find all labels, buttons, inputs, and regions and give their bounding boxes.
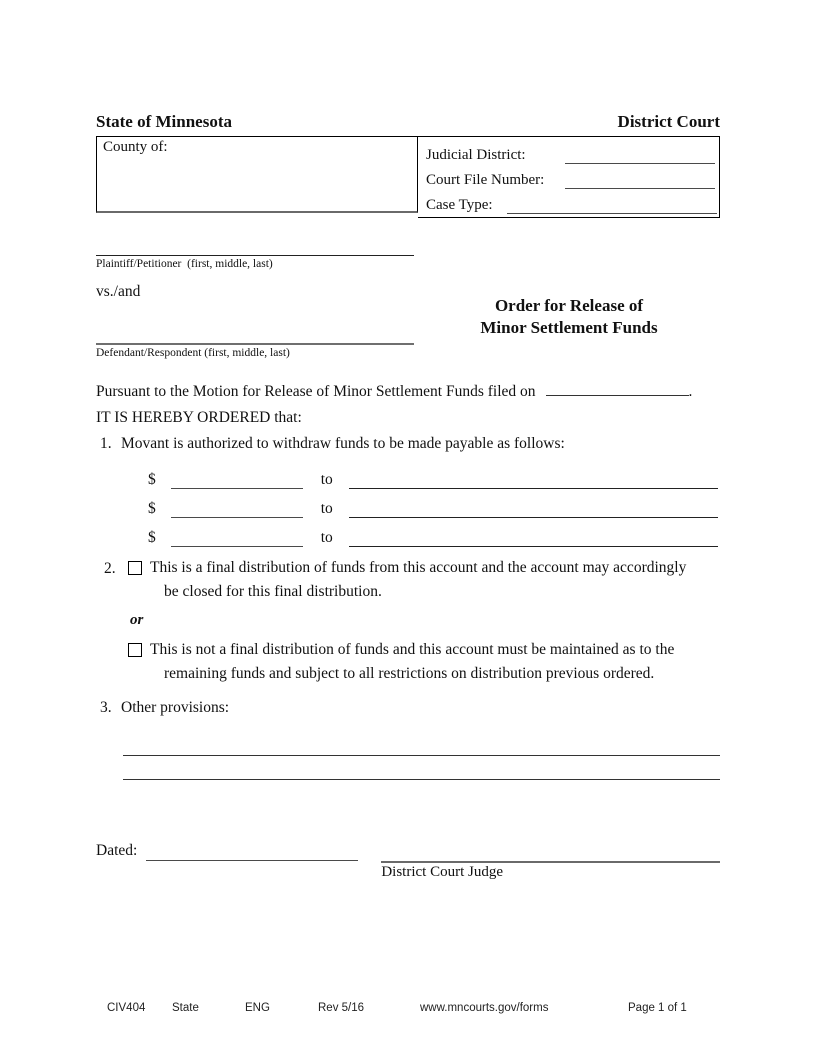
parties-column bbox=[96, 255, 418, 359]
dollar-sign-2: $ bbox=[148, 500, 156, 517]
not-final-distribution-text bbox=[150, 638, 674, 686]
pursuant-text: Pursuant to the Motion for Release of Minor Settlement Funds filed on bbox=[96, 383, 536, 400]
option-b-line2: remaining funds and subject to all restrictions on distribution previous ordered. bbox=[164, 665, 655, 682]
pursuant-period: . bbox=[688, 383, 693, 400]
item-3 bbox=[96, 695, 720, 721]
judicial-district-label: Judicial District: bbox=[426, 147, 526, 163]
county-cell bbox=[96, 137, 418, 213]
footer-page-number: Page 1 of 1 bbox=[628, 1002, 687, 1014]
final-distribution-option bbox=[128, 556, 720, 604]
court-file-number-label: Court File Number: bbox=[426, 172, 545, 188]
ordered-line: IT IS HEREBY ORDERED that: bbox=[96, 409, 302, 426]
not-final-distribution-checkbox[interactable] bbox=[128, 643, 142, 657]
not-final-distribution-option bbox=[128, 638, 720, 686]
pursuant-paragraph bbox=[96, 379, 720, 405]
judge-signature-field[interactable] bbox=[381, 842, 720, 863]
signature-section bbox=[96, 842, 720, 881]
state-title: State of Minnesota bbox=[96, 112, 232, 131]
footer-jurisdiction: State bbox=[172, 1002, 199, 1014]
form-header bbox=[96, 112, 720, 132]
parties-section bbox=[96, 255, 720, 359]
dated-field[interactable] bbox=[146, 842, 358, 861]
judge-label: District Court Judge bbox=[381, 864, 503, 880]
payment-row-3 bbox=[148, 518, 720, 547]
court-title: District Court bbox=[617, 112, 720, 131]
payee-field-2[interactable] bbox=[349, 513, 718, 518]
payment-row-1 bbox=[148, 460, 720, 489]
filed-on-date-field[interactable] bbox=[546, 382, 689, 396]
court-file-number-field[interactable] bbox=[565, 184, 715, 189]
form-content bbox=[96, 112, 720, 881]
other-provisions-field-1[interactable] bbox=[123, 755, 720, 756]
footer-language: ENG bbox=[245, 1002, 270, 1014]
footer-form-number: CIV404 bbox=[107, 1002, 146, 1014]
vs-label: vs./and bbox=[96, 283, 141, 300]
case-type-row bbox=[426, 189, 717, 214]
case-info-cell bbox=[418, 137, 720, 218]
case-type-field[interactable] bbox=[507, 209, 717, 214]
final-distribution-text bbox=[150, 556, 686, 604]
option-b-line1: This is not a final distribution of funds and this account must be maintained as to the bbox=[150, 641, 675, 658]
judicial-district-row bbox=[426, 139, 717, 164]
judge-signature-block bbox=[381, 842, 720, 881]
amount-field-3[interactable] bbox=[171, 542, 303, 547]
amount-field-2[interactable] bbox=[171, 513, 303, 518]
option-a-line1: This is a final distribution of funds from this account and the account may accordingly bbox=[150, 559, 687, 576]
item-2 bbox=[96, 556, 720, 686]
other-provisions-lines bbox=[123, 755, 720, 780]
form-title-line1: Order for Release of bbox=[494, 296, 644, 315]
or-label: or bbox=[130, 612, 144, 628]
form-footer bbox=[96, 1002, 720, 1020]
distribution-options bbox=[128, 556, 720, 686]
payment-row-2 bbox=[148, 489, 720, 518]
case-type-label: Case Type: bbox=[426, 197, 493, 213]
to-label-3: to bbox=[320, 529, 333, 546]
footer-website: www.mncourts.gov/forms bbox=[420, 1002, 549, 1014]
amount-field-1[interactable] bbox=[171, 484, 303, 489]
item-1-text: Movant is authorized to withdraw funds to be made payable as follows: bbox=[121, 435, 565, 452]
county-label: County of: bbox=[103, 139, 168, 155]
item-1-number: 1. bbox=[100, 435, 112, 452]
payee-field-1[interactable] bbox=[349, 484, 718, 489]
plaintiff-caption: Plaintiff/Petitioner (first, middle, last) bbox=[96, 258, 273, 270]
dollar-sign-1: $ bbox=[148, 471, 156, 488]
to-label-1: to bbox=[320, 471, 333, 488]
item-3-number: 3. bbox=[100, 699, 112, 716]
court-file-number-row bbox=[426, 164, 717, 189]
other-provisions-field-2[interactable] bbox=[123, 779, 720, 780]
footer-revision: Rev 5/16 bbox=[318, 1002, 365, 1014]
option-a-line2: be closed for this final distribution. bbox=[164, 583, 382, 600]
item-1 bbox=[96, 431, 720, 457]
form-title-line2: Minor Settlement Funds bbox=[480, 318, 658, 337]
caption-box bbox=[96, 136, 720, 218]
payee-field-3[interactable] bbox=[349, 542, 718, 547]
dated-label: Dated: bbox=[96, 842, 138, 859]
judicial-district-field[interactable] bbox=[565, 159, 715, 164]
to-label-2: to bbox=[320, 500, 333, 517]
final-distribution-checkbox[interactable] bbox=[128, 561, 142, 575]
item-2-number: 2. bbox=[104, 560, 116, 577]
item-3-text: Other provisions: bbox=[121, 699, 230, 716]
dollar-sign-3: $ bbox=[148, 529, 156, 546]
form-title bbox=[418, 295, 720, 359]
defendant-caption: Defendant/Respondent (first, middle, last) bbox=[96, 347, 290, 359]
